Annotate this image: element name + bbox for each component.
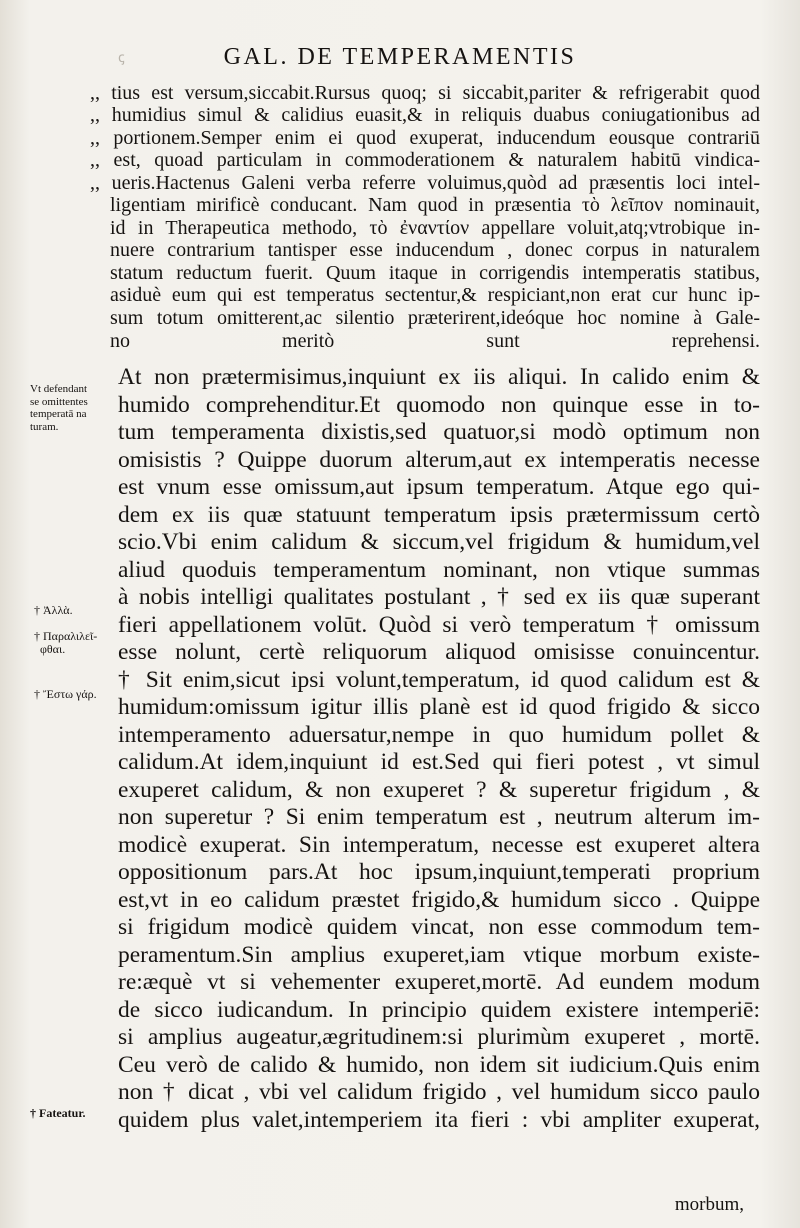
quoted-line: ,, tius est versum,siccabit.Rursus quoq; si siccabit,pariter & refrigerabit quod	[90, 82, 760, 104]
quoted-line: ,, humidius simul & calidius euasit,& in reliquis duabus coniugationibus ad	[90, 104, 760, 127]
text-line: de sicco iudicandum. In principio quidem existere intemperiē:	[118, 996, 760, 1023]
margin-note-line: † Παραλιλεῖ-	[34, 629, 98, 643]
catchword: morbum,	[674, 1194, 744, 1215]
running-head: GAL. DE TEMPERAMENTIS	[223, 44, 577, 70]
text-line: intemperamento aduersatur,nempe in quo humidum pollet &	[118, 721, 760, 748]
text-line: si amplius augeatur,ægritudinem:si plurimùm exuperet , mortē.	[118, 1024, 760, 1050]
commentary-line: sum totum omitterent,ac silentio præterirent,ideóque hoc nomine à Gale-	[110, 307, 760, 329]
text-line: humido comprehenditur.Et quomodo non quinque esse in to-	[118, 391, 760, 418]
text-line: oppositionum pars.At hoc ipsum,inquiunt,temperati proprium	[118, 859, 760, 885]
text-line: si frigidum modicè quidem vincat, non esse commodum tem-	[118, 914, 760, 940]
text-line: à nobis intelligi qualitates postulant , † sed ex iis quæ superant	[118, 584, 760, 610]
text-line: non † dicat , vbi vel calidum frigido , vel humidum sicco paulo	[118, 1079, 760, 1105]
text-line: quidem plus valet,intemperiem ita fieri : vbi ampliter exuperat,	[118, 1106, 760, 1133]
margin-note-fateatur: † Fateatur.	[30, 1106, 86, 1120]
quoted-line: ,, portionem.Semper enim ei quod exuperat, inducendum eousque contrariū	[90, 126, 760, 149]
commentary-line: id in Therapeutica methodo, τὸ ἐναντίον appellare voluit,atq;vtrobique in-	[110, 216, 760, 239]
margin-note-line: se omittentes	[30, 395, 88, 408]
text-line: dem ex iis quæ statuunt temperatum ipsis prætermissum certò	[118, 501, 760, 528]
page-smudge-mark: ꞔ	[118, 51, 125, 66]
margin-note-alla: † Ἀλλὰ.	[34, 603, 73, 617]
margin-note-esto-gar: † Ἔστω γάρ.	[34, 687, 97, 701]
text-line: omisistis ? Quippe duorum alterum,aut ex intemperatis necesse	[118, 446, 760, 473]
text-line: At non prætermisimus,inquiunt ex iis aliqui. In calido enim &	[118, 364, 760, 390]
commentary-line: ligentiam mirificè conducant. Nam quod in præsentia τὸ λεῖπον nominauit,	[110, 194, 760, 216]
text-line: aliud quoduis temperamentum nominant, non vtique summas	[118, 556, 760, 583]
margin-note-line: temperatā na	[30, 408, 87, 420]
quoted-line: ,, est, quoad particulam in commoderationem & naturalem habitū vindica-	[90, 149, 760, 172]
commentary-line: asiduè eum qui est temperatus sectentur,& respiciant,non erat cur hunc ip-	[110, 284, 760, 307]
text-line: scio.Vbi enim calidum & siccum,vel frigidum & humidum,vel	[118, 529, 760, 555]
text-line: est vnum esse omissum,aut ipsum temperatum. Atque ego qui-	[118, 474, 760, 500]
text-line: tum temperamenta dixistis,sed quatuor,si modò optimum non	[118, 419, 760, 445]
margin-note-line: turam.	[30, 420, 59, 433]
text-line: fieri appellationem volūt. Quòd si verò temperatum † omissum	[118, 611, 760, 638]
quoted-line: ,, ueris.Hactenus Galeni verba referre voluimus,quòd ad præsentis loci intel-	[90, 171, 760, 194]
text-line: humidum:omissum igitur illis planè est id quod frigido & sicco	[118, 694, 760, 720]
commentary-line: no meritò sunt reprehensi.	[110, 329, 760, 352]
margin-note-line: Vt defendant	[30, 383, 88, 395]
text-line: non superetur ? Si enim temperatum est , neutrum alterum im-	[118, 804, 760, 830]
margin-note-paralipein	[34, 630, 97, 655]
text-line: peramentum.Sin amplius exuperet,iam vtique morbum existe-	[118, 941, 760, 968]
text-line: modicè exuperat. Sin intemperatum, necesse est exuperet altera	[118, 831, 760, 858]
text-line: est,vt in eo calidum præstet frigido,& humidum sicco . Quippe	[118, 886, 760, 913]
commentary-line: nuere contrarium tantisper esse inducendum , donec corpus in naturalem	[110, 239, 760, 262]
commentary-line: statum reductum fuerit. Quum itaque in corrigendis intemperatis statibus,	[110, 261, 760, 284]
text-line: † Sit enim,sicut ipsi volunt,temperatum, id quod calidum est &	[118, 666, 760, 693]
text-line: re:æquè vt si vehementer exuperet,mortē. Ad eundem modum	[118, 969, 760, 995]
text-line: Ceu verò de calido & humido, non idem sit iudicium.Quis enim	[118, 1051, 760, 1078]
margin-note-defendant	[30, 383, 88, 433]
margin-note-line: φθαι.	[40, 641, 66, 656]
text-line: esse nolunt, certè reliquorum aliquod omisisse conuincentur.	[118, 639, 760, 665]
text-line: exuperet calidum, & non exuperet ? & superetur frigidum , &	[118, 776, 760, 803]
text-line: calidum.At idem,inquiunt id est.Sed qui fieri potest , vt simul	[118, 749, 760, 775]
